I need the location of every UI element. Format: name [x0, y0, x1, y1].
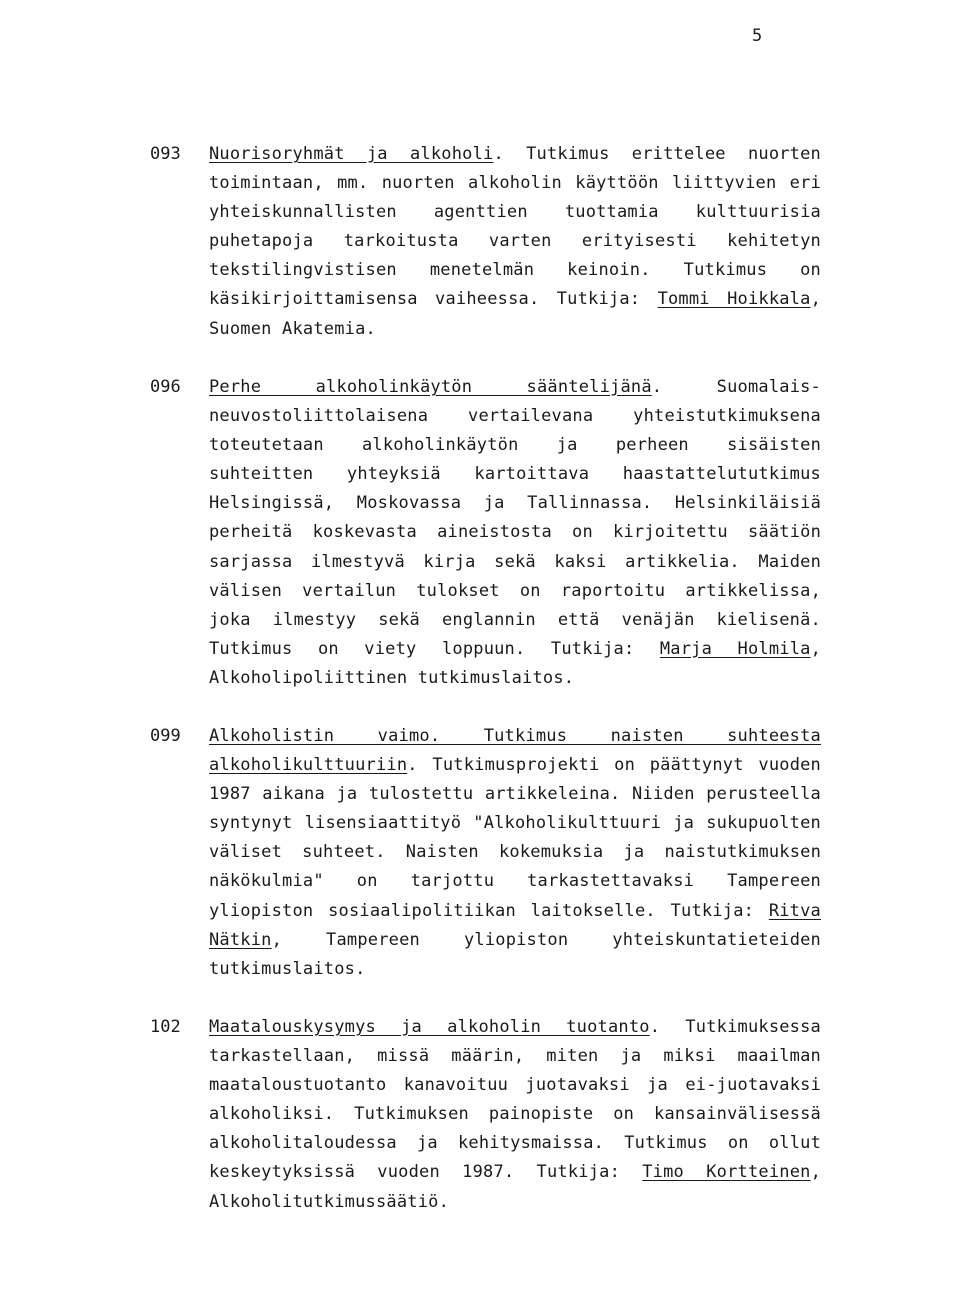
entry-text	[209, 140, 821, 344]
entry-body: . Tutkimusprojekti on päättynyt vuoden 1987 aikana ja tulostettu artikkeleina. Niiden perusteella syntynyt lisensiaattityö "Alkoholikulttuuri ja sukupuolten väliset suhteet. Naisten kokemuksia ja naistutkimuksen näkökulmia" on tarjottu tarkastettavaksi Tampereen yliopiston sosiaalipolitiikan laitokselle. Tutkija:	[209, 755, 821, 921]
researcher-name: Marja Holmila	[659, 638, 811, 659]
entry-number: 096	[150, 377, 181, 397]
researcher-name: Tommi Hoikkala	[657, 289, 811, 310]
researcher-affiliation: , Suomen Akatemia.	[209, 289, 821, 339]
entry-body: . Tutkimus erittelee nuorten toimintaan, mm. nuorten alkoholin käyttöön liittyvien eri yhteiskunnallisten agenttien tuottamia kulttuurisia puhetapoja tarkoitusta varten erityisesti kehitetyn tekstilingvistisen menetelmän keinoin. Tutkimus on käsikirjoittamisensa vaiheessa. Tutkija:	[209, 144, 821, 310]
entry-text	[209, 722, 821, 984]
researcher-name: Timo Kortteinen	[642, 1162, 811, 1183]
entry-number: 102	[150, 1017, 181, 1037]
researcher-name: Ritva Nätkin	[209, 900, 821, 950]
researcher-affiliation: , Alkoholipoliittinen tutkimuslaitos.	[209, 638, 822, 688]
entry-text	[209, 373, 821, 693]
entry-body: . Suomalais-neuvostoliittolaisena vertailevana yhteistutkimuksena toteutetaan alkoholinkäytön ja perheen sisäisten suhteitten yhteyksiä kartoittava haastattelututkimus Helsingissä, Moskovassa ja Tallinnassa. Helsinkiläisiä perheitä koskevasta aineistosta on kirjoitettu säätiön sarjassa ilmestyvä kirja sekä kaksi artikkelia. Maiden välisen vertailun tulokset on raportoitu artikkelissa, joka ilmestyy sekä englannin että venäjän kielisenä. Tutkimus on viety loppuun. Tutkija:	[209, 377, 821, 659]
researcher-affiliation: , Tampereen yliopiston yhteiskuntatieteiden tutkimuslaitos.	[209, 929, 821, 979]
entry-title: Alkoholistin vaimo. Tutkimus naisten suhteesta alkoholikulttuuriin	[209, 726, 821, 776]
researcher-affiliation: , Alkoholitutkimussäätiö.	[209, 1162, 821, 1212]
entry-title: Maatalouskysymys ja alkoholin tuotanto	[209, 1017, 650, 1037]
entry-title: Nuorisoryhmät ja alkoholi	[209, 144, 494, 164]
entry-body: . Tutkimuksessa tarkastellaan, missä määrin, miten ja miksi maailman maataloustuotanto kanavoituu juotavaksi ja ei-juotavaksi alkoholiksi. Tutkimuksen painopiste on kansainvälisessä alkoholitaloudessa ja kehitysmaissa. Tutkimus on ollut keskeytyksissä vuoden 1987. Tutkija:	[209, 1017, 821, 1183]
entry-number: 093	[150, 144, 181, 164]
entry-title: Perhe alkoholinkäytön sääntelijänä	[209, 377, 652, 397]
entry-text	[209, 1013, 821, 1217]
entry-number: 099	[150, 726, 181, 746]
page-number: 5	[752, 26, 763, 46]
